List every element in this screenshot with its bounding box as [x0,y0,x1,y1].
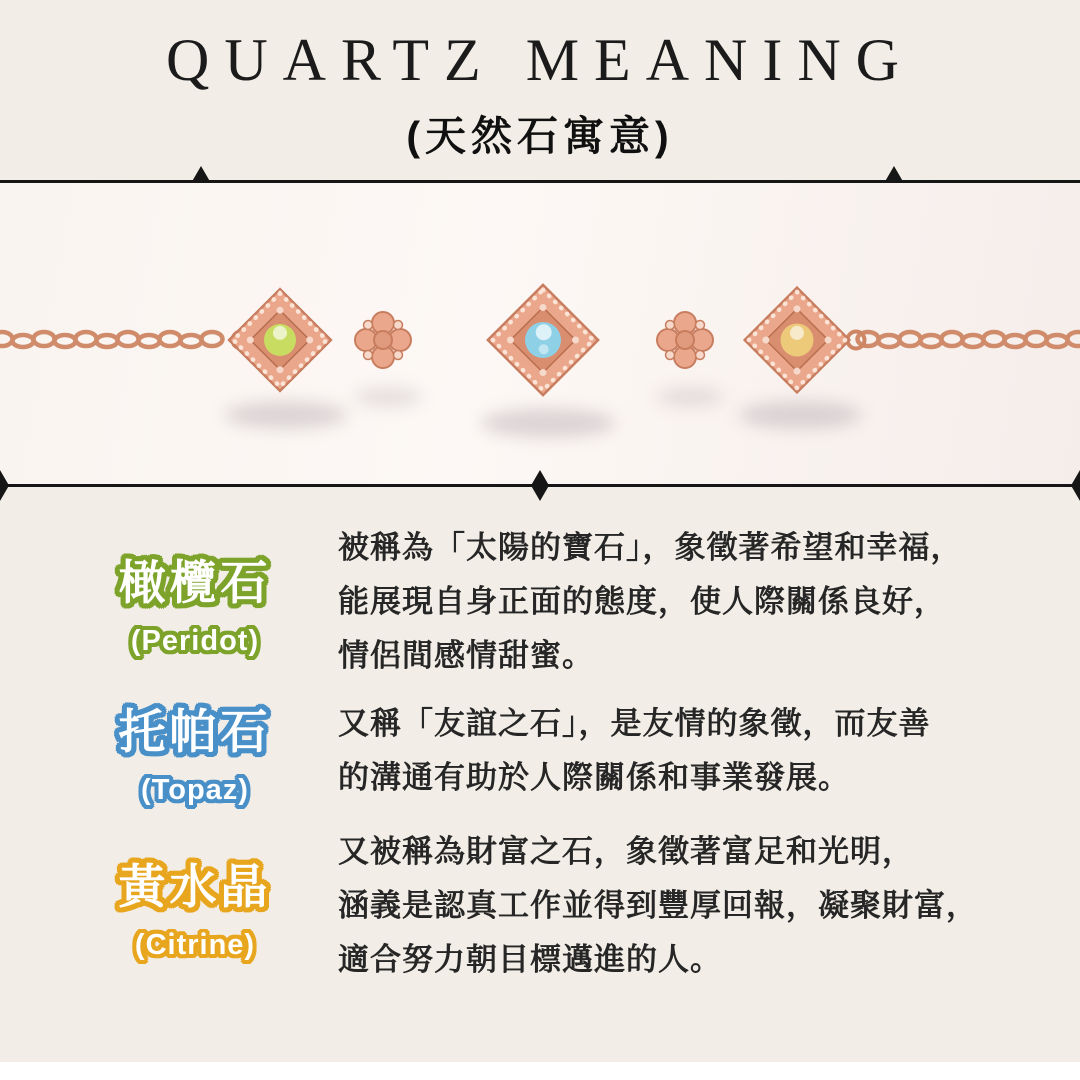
description-line: 適合努力朝目標邁進的人。 [338,942,722,977]
description-line: 被稱為「太陽的寶石」，象徵著希望和幸福， [338,530,963,565]
stone-name-block [0,850,338,962]
flower-link [657,312,713,368]
bracelet-illustration [0,183,1080,484]
description-line: 又被稱為財富之石，象徵著富足和光明， [338,834,914,869]
page-title: QUARTZ MEANING [165,27,914,93]
flower-link [355,312,411,368]
stone-section-peridot [0,518,1080,686]
topaz-charm [488,285,598,395]
stone-description [338,521,1080,683]
stone-description [338,697,1080,805]
peridot-charm [229,289,331,391]
stone-section-citrine [0,830,1080,982]
stone-name-zh: 托帕石 [118,705,272,758]
description-line: 的溝通有助於人際關係和事業發展。 [338,760,850,795]
stone-name-block [0,546,338,658]
stone-name-zh: 橄欖石 [118,556,272,609]
bracelet-photo [0,183,1080,484]
description-line: 能展現自身正面的態度，使人際關係良好， [338,584,946,619]
citrine-charm [745,288,850,393]
description-line: 情侶間感情甜蜜。 [338,638,594,673]
header [0,26,1080,162]
stone-name-en: (Topaz) [141,774,249,806]
divider-bottom [0,484,1080,487]
description-line: 涵義是認真工作並得到豐厚回報，凝聚財富， [338,888,978,923]
stone-name-en: (Peridot) [130,625,260,657]
description-line: 又稱「友誼之石」，是友情的象徵，而友善 [338,706,931,741]
bottom-white-band [0,1062,1080,1080]
stone-name-en: (Citrine) [134,929,256,961]
stone-name-zh: 黃水晶 [118,860,272,913]
stone-name-block [0,695,338,807]
stone-description [338,825,1080,987]
page-subtitle: (天然石寓意) [406,113,674,159]
stone-section-topaz [0,692,1080,810]
